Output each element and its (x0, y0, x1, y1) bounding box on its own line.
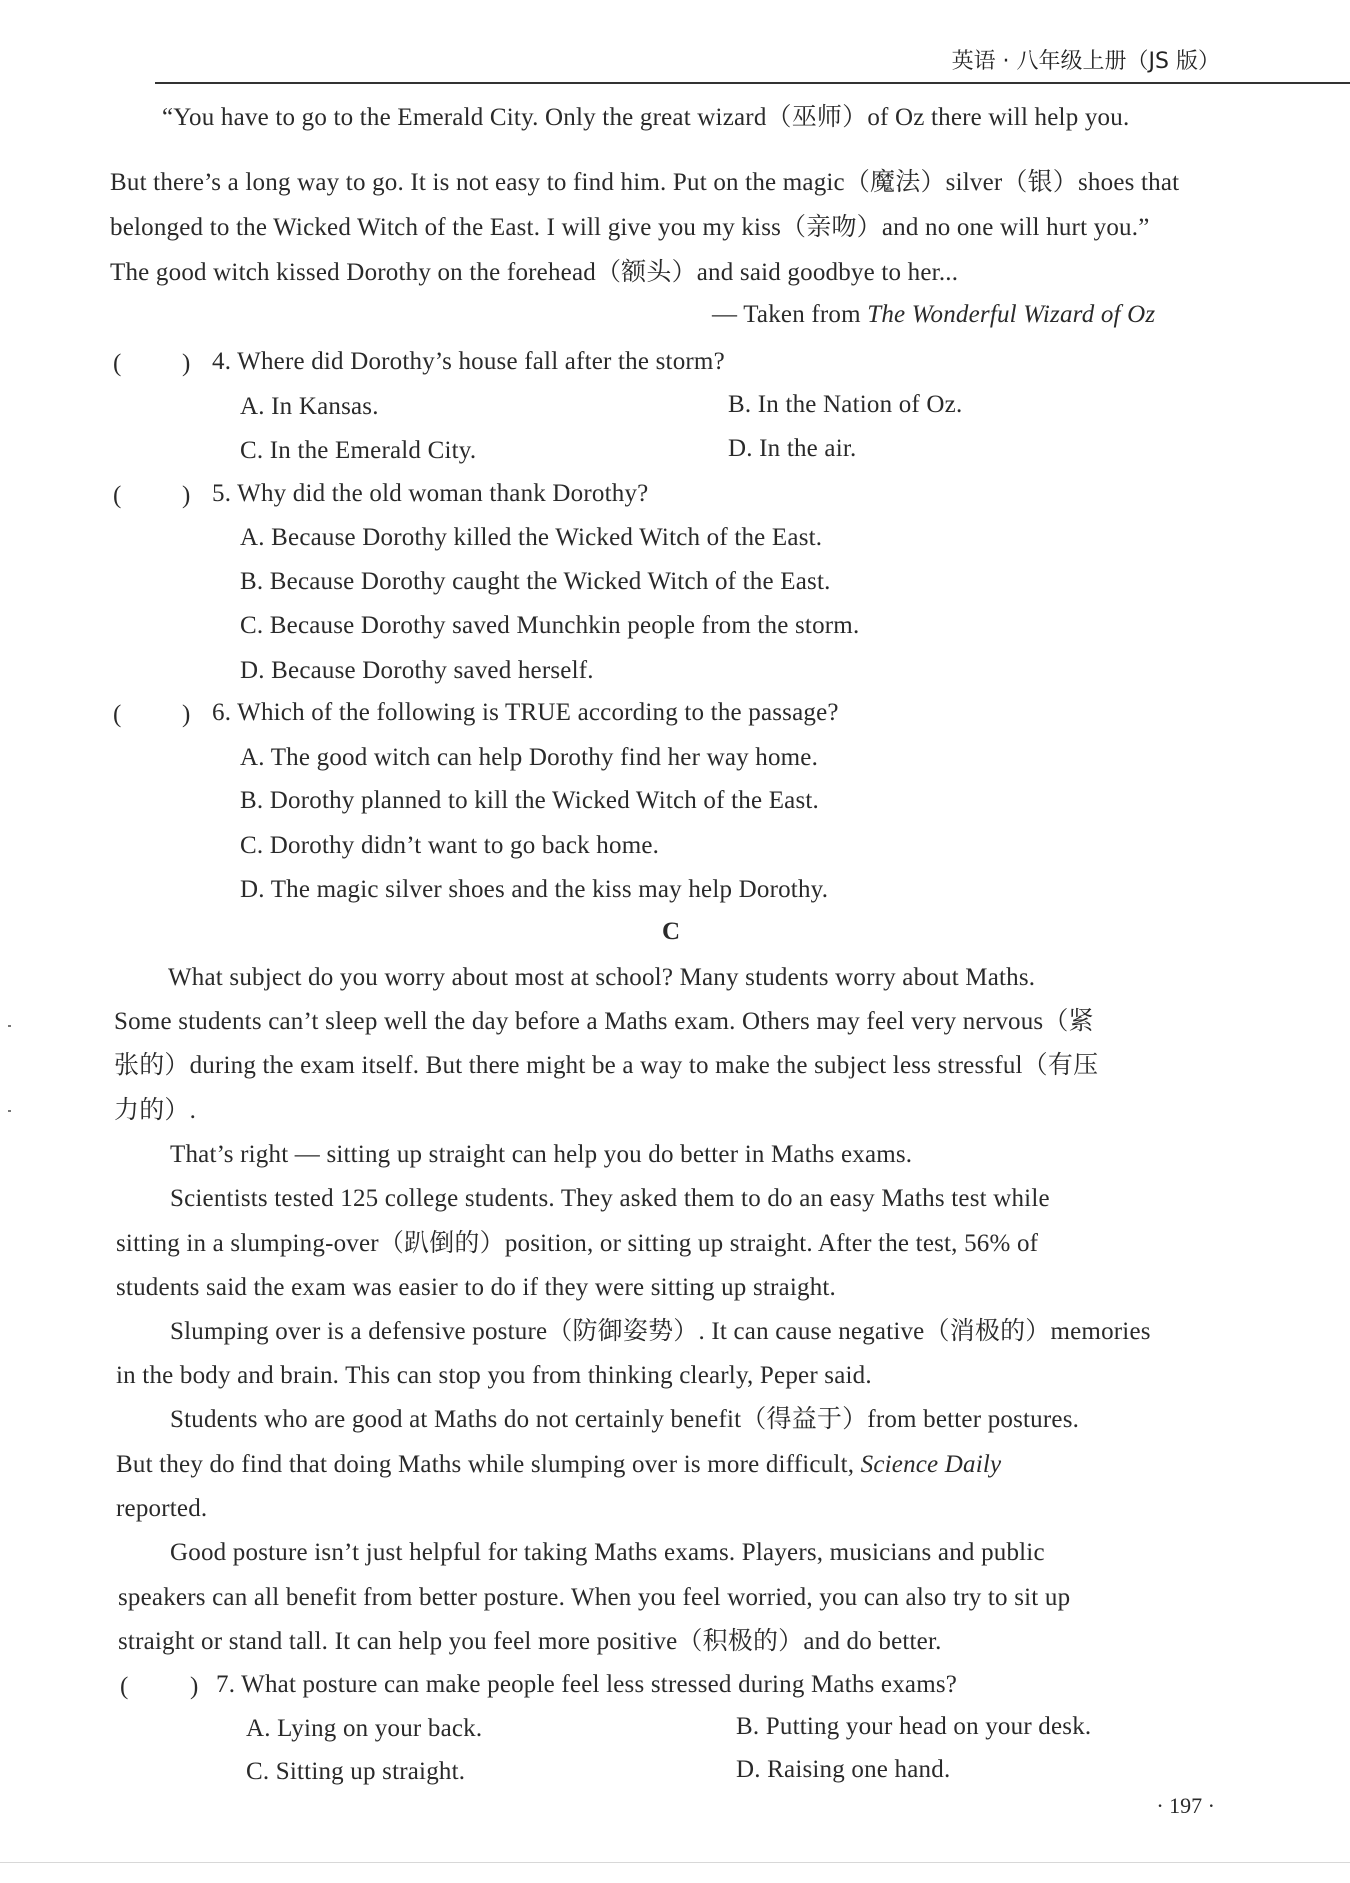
question-stem: 7. What posture can make people feel less stressed during Maths exams? (216, 1671, 958, 1698)
answer-bracket-open: ( (113, 350, 122, 377)
answer-bracket-open: ( (120, 1673, 129, 1700)
answer-bracket-close: ) (182, 350, 191, 377)
option: B. Dorothy planned to kill the Wicked Witch of the East. (240, 787, 819, 814)
passage-line: in the body and brain. This can stop you from thinking clearly, Peper said. (116, 1362, 872, 1389)
passage-line: Students who are good at Maths do not certainly benefit（得益于）from better postures. (170, 1406, 1080, 1433)
passage-line: Good posture isn’t just helpful for taking Maths exams. Players, musicians and public (170, 1539, 1045, 1566)
option: A. The good witch can help Dorothy find her way home. (240, 744, 819, 771)
question-stem: 4. Where did Dorothy’s house fall after the storm? (212, 348, 725, 375)
passage-line: Some students can’t sleep well the day before a Maths exam. Others may feel very nervous（紧 (114, 1008, 1094, 1035)
section-heading: C (662, 918, 681, 945)
option: D. Raising one hand. (736, 1756, 951, 1783)
passage-line: sitting in a slumping-over（趴倒的）position, or sitting up straight. After the test, 56% of (116, 1230, 1039, 1257)
question-stem: 6. Which of the following is TRUE according to the passage? (212, 699, 839, 726)
running-header: 英语 · 八年级上册（JS 版） (951, 49, 1220, 74)
option: C. Dorothy didn’t want to go back home. (240, 832, 660, 859)
passage-line: students said the exam was easier to do if they were sitting up straight. (116, 1274, 836, 1301)
source-prefix: — Taken from (712, 301, 868, 328)
header-rule (155, 82, 1350, 84)
scan-speck (8, 1025, 11, 1027)
passage-line: Slumping over is a defensive posture（防御姿势）. It can cause negative（消极的）memories (170, 1318, 1151, 1345)
passage-line: The good witch kissed Dorothy on the forehead（额头）and said goodbye to her... (110, 259, 959, 286)
passage-line: But there’s a long way to go. It is not easy to find him. Put on the magic（魔法）silver（银）shoes that (110, 169, 1180, 196)
option: A. Because Dorothy killed the Wicked Witch of the East. (240, 524, 823, 551)
passage-line: Scientists tested 125 college students. They asked them to do an easy Maths test while (170, 1185, 1050, 1212)
option: A. Lying on your back. (246, 1715, 483, 1742)
page-number: · 197 · (1156, 1793, 1215, 1818)
passage-line: That’s right — sitting up straight can help you do better in Maths exams. (170, 1141, 913, 1168)
answer-bracket-close: ) (190, 1673, 199, 1700)
passage-line: “You have to go to the Emerald City. Only the great wizard（巫师）of Oz there will help you. (162, 104, 1130, 131)
question-stem: 5. Why did the old woman thank Dorothy? (212, 480, 649, 507)
passage-line: reported. (116, 1495, 208, 1522)
answer-bracket-close: ) (182, 701, 191, 728)
option: A. In Kansas. (240, 393, 379, 420)
option: B. Putting your head on your desk. (736, 1713, 1092, 1740)
answer-bracket-open: ( (113, 701, 122, 728)
option: B. Because Dorothy caught the Wicked Witch of the East. (240, 568, 831, 595)
passage-line: straight or stand tall. It can help you feel more positive（积极的）and do better. (118, 1628, 942, 1655)
answer-bracket-close: ) (182, 482, 191, 509)
option: D. Because Dorothy saved herself. (240, 657, 594, 684)
passage-line: What subject do you worry about most at school? Many students worry about Maths. (168, 964, 1036, 991)
option: B. In the Nation of Oz. (728, 391, 963, 418)
passage-line: 张的）during the exam itself. But there might be a way to make the subject less stressful（有压 (114, 1052, 1099, 1079)
answer-bracket-open: ( (113, 482, 122, 509)
option: D. In the air. (728, 435, 857, 462)
source-title: The Wonderful Wizard of Oz (867, 301, 1156, 328)
passage-text: But they do find that doing Maths while slumping over is more difficult, (116, 1451, 861, 1478)
option: C. Sitting up straight. (246, 1758, 466, 1785)
source-name: Science Daily (860, 1451, 1002, 1478)
option: C. Because Dorothy saved Munchkin people from the storm. (240, 612, 860, 639)
passage-line (116, 1450, 1001, 1480)
option: C. In the Emerald City. (240, 437, 477, 464)
passage-line: belonged to the Wicked Witch of the East. I will give you my kiss（亲吻）and no one will hurt you.” (110, 214, 1150, 241)
bottom-rule (0, 1862, 1350, 1863)
passage-source (712, 300, 1155, 330)
passage-line: speakers can all benefit from better posture. When you feel worried, you can also try to sit up (118, 1584, 1071, 1611)
passage-line: 力的）. (114, 1097, 197, 1124)
option: D. The magic silver shoes and the kiss may help Dorothy. (240, 876, 829, 903)
scan-speck (8, 1110, 11, 1112)
